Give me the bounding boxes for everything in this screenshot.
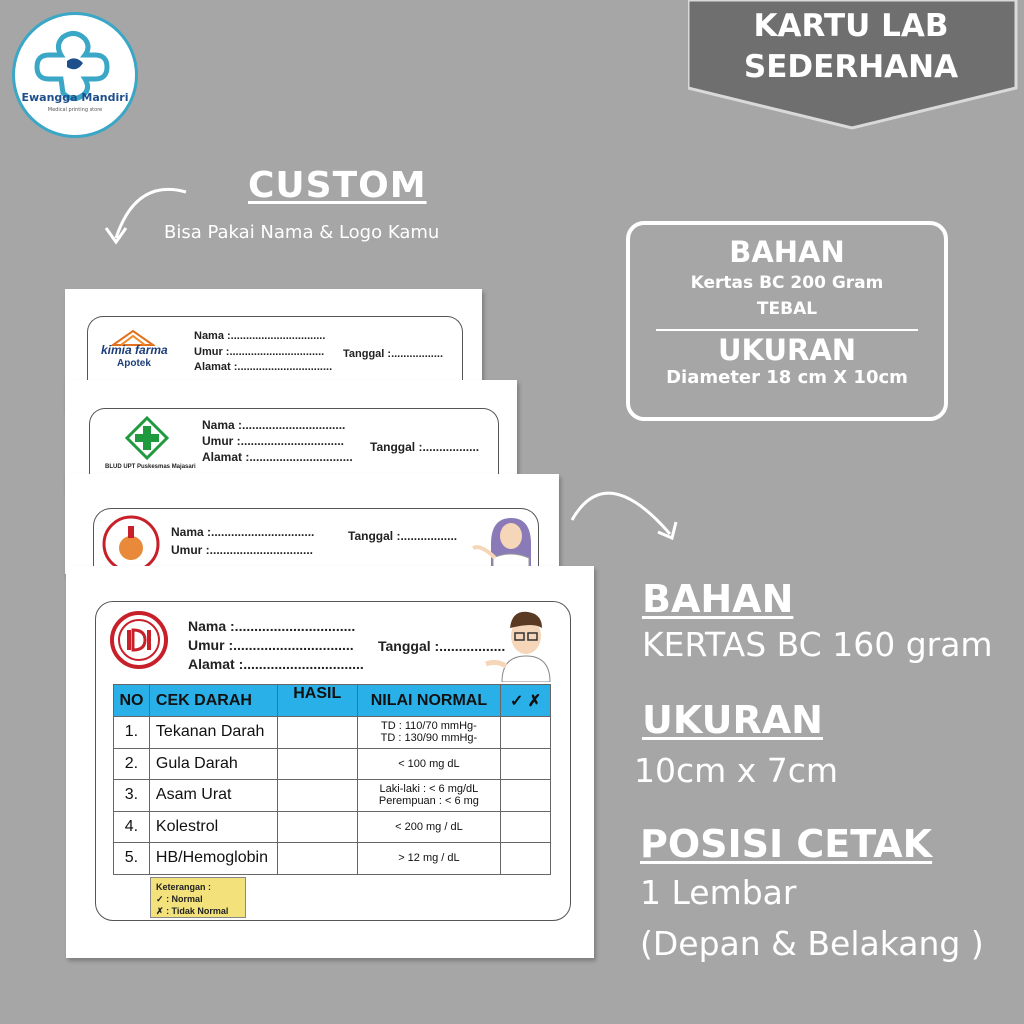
spec-box xyxy=(626,221,948,421)
row-check[interactable] xyxy=(501,811,551,843)
clinic-logo-icon xyxy=(101,514,161,574)
row-no: 2. xyxy=(114,748,150,780)
info-bahan-label: BAHAN xyxy=(642,577,794,621)
legend-title: Keterangan : xyxy=(156,882,212,892)
card-sample-3 xyxy=(65,474,559,574)
row-normal: Laki-laki : < 6 mg/dL Perempuan : < 6 mg xyxy=(357,780,501,812)
row-check[interactable] xyxy=(501,717,551,749)
check-icon: ✓ xyxy=(156,894,164,904)
logo-tagline: Medical printing store xyxy=(47,107,103,113)
curved-arrow-right-icon xyxy=(566,474,696,554)
card2-tanggal: Tanggal :................. xyxy=(370,440,480,454)
card2-nama: Nama :............................... xyxy=(202,418,346,432)
row-check[interactable] xyxy=(501,748,551,780)
info-bahan-value: KERTAS BC 160 gram xyxy=(642,625,993,664)
row-hasil[interactable] xyxy=(277,843,357,875)
row-hasil[interactable] xyxy=(277,811,357,843)
table-row xyxy=(114,748,551,780)
spec-bahan-value: Kertas BC 200 Gram xyxy=(690,273,884,293)
spec-bahan-note: TEBAL xyxy=(756,299,818,319)
custom-subtitle: Bisa Pakai Nama & Logo Kamu xyxy=(164,222,440,243)
legend-tidak-normal: : Tidak Normal xyxy=(166,906,229,916)
card1-alamat: Alamat :............................... xyxy=(194,361,333,373)
spec-divider xyxy=(656,329,918,331)
row-test: Tekanan Darah xyxy=(149,717,277,749)
col-no: NO xyxy=(114,685,150,717)
card2-umur: Umur :............................... xyxy=(202,434,345,448)
logo-name: Ewangga Mandiri xyxy=(21,91,129,104)
card1-umur: Umur :............................... xyxy=(194,346,325,358)
row-no: 5. xyxy=(114,843,150,875)
spec-bahan-label: BAHAN xyxy=(729,235,845,269)
info-ukuran-label: UKURAN xyxy=(642,698,823,742)
table-row xyxy=(114,843,551,875)
idi-logo-icon xyxy=(108,609,170,671)
brand-logo xyxy=(12,12,138,138)
card1-tanggal: Tanggal :................. xyxy=(343,348,444,360)
card1-nama: Nama :............................... xyxy=(194,330,326,342)
main-nama: Nama :............................... xyxy=(188,618,356,634)
row-test: Gula Darah xyxy=(149,748,277,780)
row-normal: < 100 mg dL xyxy=(357,748,501,780)
row-hasil[interactable] xyxy=(277,780,357,812)
row-test: Kolestrol xyxy=(149,811,277,843)
info-posisi-label: POSISI CETAK xyxy=(640,822,933,866)
main-alamat: Alamat :............................... xyxy=(188,656,364,672)
card2-caption: BLUD UPT Puskesmas Majasari xyxy=(105,464,196,470)
card3-tanggal: Tanggal :................. xyxy=(348,529,458,543)
banner-line-2: SEDERHANA xyxy=(743,49,959,85)
legend-normal: : Normal xyxy=(166,894,203,904)
info-posisi-value-1: 1 Lembar xyxy=(640,873,797,912)
col-cek-darah: CEK DARAH xyxy=(149,685,277,717)
row-check[interactable] xyxy=(501,780,551,812)
card2-alamat: Alamat :............................... xyxy=(202,450,353,464)
row-test: Asam Urat xyxy=(149,780,277,812)
info-ukuran-value: 10cm x 7cm xyxy=(634,751,839,790)
info-posisi-value-2: (Depan & Belakang ) xyxy=(640,924,984,963)
female-doctor-icon xyxy=(469,514,539,574)
row-hasil[interactable] xyxy=(277,748,357,780)
lab-table-header xyxy=(114,685,551,717)
cross-icon: ✗ xyxy=(156,906,164,916)
main-tanggal: Tanggal :................. xyxy=(378,638,506,654)
col-hasil: HASIL xyxy=(277,685,357,717)
row-no: 1. xyxy=(114,717,150,749)
spec-ukuran-label: UKURAN xyxy=(717,333,857,367)
curved-arrow-left-icon xyxy=(96,180,196,260)
card3-umur: Umur :............................... xyxy=(171,543,314,557)
medical-cross-icon xyxy=(15,15,135,135)
lab-table xyxy=(113,684,551,875)
card1-sub: Apotek xyxy=(117,358,151,369)
puskesmas-logo-icon xyxy=(125,416,169,460)
card1-brand: kimia farma xyxy=(101,343,168,357)
row-hasil[interactable] xyxy=(277,717,357,749)
card3-nama: Nama :............................... xyxy=(171,525,315,539)
row-normal: < 200 mg / dL xyxy=(357,811,501,843)
row-normal: TD : 110/70 mmHg- TD : 130/90 mmHg- xyxy=(357,717,501,749)
main-umur: Umur :............................... xyxy=(188,637,354,653)
row-test: HB/Hemoglobin xyxy=(149,843,277,875)
male-doctor-icon xyxy=(484,606,566,682)
spec-ukuran-value: Diameter 18 cm X 10cm xyxy=(666,367,908,388)
legend-box xyxy=(150,877,246,918)
custom-title: CUSTOM xyxy=(248,165,427,206)
col-nilai-normal: NILAI NORMAL xyxy=(357,685,501,717)
table-row xyxy=(114,780,551,812)
banner-line-1: KARTU LAB xyxy=(753,8,949,44)
col-check: ✓ ✗ xyxy=(501,685,551,717)
table-row xyxy=(114,811,551,843)
row-no: 3. xyxy=(114,780,150,812)
row-no: 4. xyxy=(114,811,150,843)
row-check[interactable] xyxy=(501,843,551,875)
table-row xyxy=(114,717,551,749)
row-normal: > 12 mg / dL xyxy=(357,843,501,875)
title-banner xyxy=(688,0,1024,130)
